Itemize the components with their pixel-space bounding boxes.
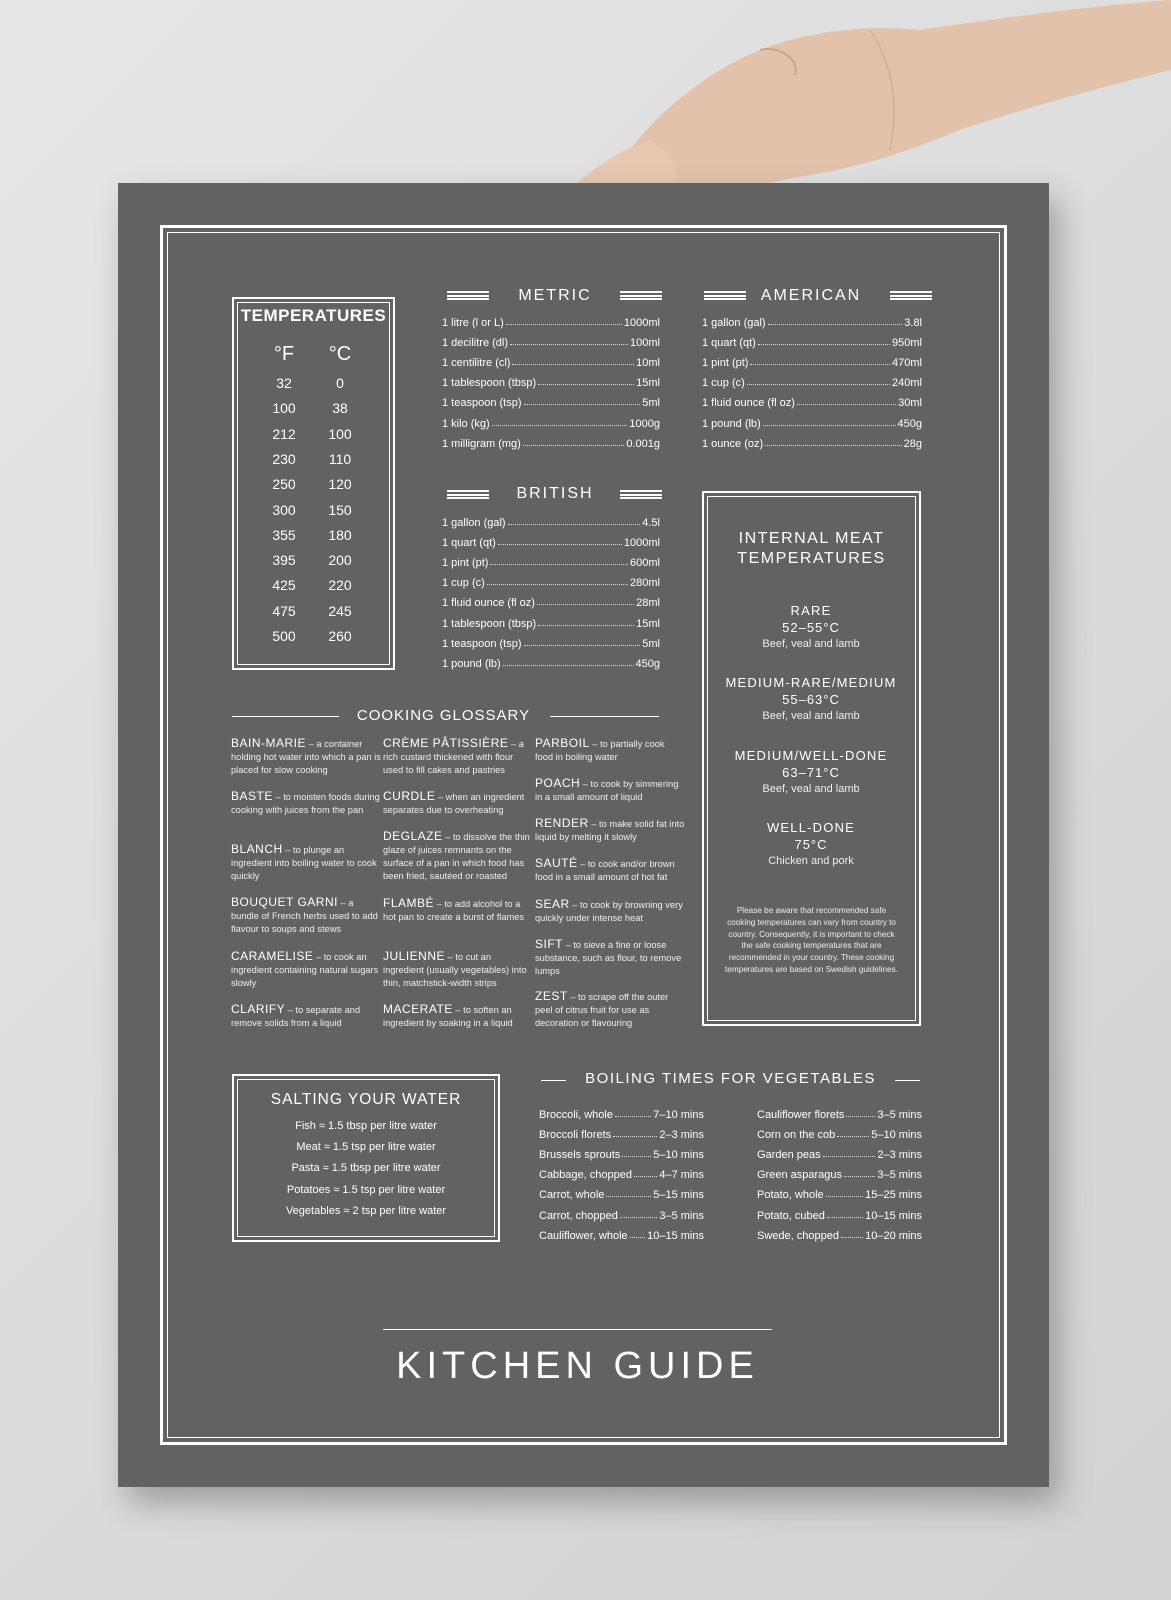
row-leader bbox=[823, 1156, 876, 1157]
row-label: 1 teaspoon (tsp) bbox=[442, 637, 522, 650]
glossary-entry bbox=[535, 938, 685, 978]
glossary-entry bbox=[383, 830, 533, 883]
meat-level-description: Beef, veal and lamb bbox=[762, 638, 860, 650]
table-row bbox=[539, 1226, 704, 1242]
glossary-definition: – to sieve a fine or loose substance, such as flour, to remove lumps bbox=[535, 940, 682, 976]
row-leader bbox=[827, 1217, 863, 1218]
glossary-definition: – to cook and/or brown food in a small amount of hot fat bbox=[535, 859, 675, 882]
row-leader bbox=[538, 625, 634, 626]
temp-fahrenheit: 250 bbox=[272, 476, 296, 493]
temp-celsius: 180 bbox=[328, 526, 352, 543]
american-title: AMERICAN bbox=[760, 287, 862, 304]
meat-level-description: Beef, veal and lamb bbox=[762, 710, 860, 723]
salting-line: Fish ≈ 1.5 tbsp per litre water bbox=[295, 1120, 437, 1132]
row-label: Carrot, chopped bbox=[539, 1209, 618, 1222]
glossary-term: SAUTÉ bbox=[535, 856, 578, 870]
glossary-entry bbox=[231, 790, 381, 817]
meat-level-name: MEDIUM-RARE/MEDIUM bbox=[725, 675, 897, 691]
glossary-definition: – to cook by simmering in a small amount of liquid bbox=[535, 779, 679, 802]
meat-level-name: WELL-DONE bbox=[766, 819, 856, 835]
glossary-entry bbox=[383, 737, 533, 777]
temp-celsius: 200 bbox=[328, 552, 352, 569]
row-value: 2–3 mins bbox=[659, 1129, 704, 1142]
row-leader bbox=[765, 445, 901, 446]
table-row bbox=[442, 553, 660, 569]
glossary-entry bbox=[383, 897, 533, 924]
row-leader bbox=[844, 1176, 875, 1177]
row-label: 1 gallon (gal) bbox=[702, 317, 766, 329]
glossary-term: CLARIFY bbox=[231, 1002, 286, 1016]
glossary-definition: – to separate and remove solids from a liquid bbox=[231, 1005, 361, 1028]
row-label: 1 litre (l or L) bbox=[442, 317, 504, 329]
table-row bbox=[539, 1206, 704, 1222]
row-value: 3–5 mins bbox=[659, 1209, 704, 1222]
table-row bbox=[539, 1105, 704, 1121]
table-row bbox=[702, 414, 922, 430]
footer-rule bbox=[383, 1329, 772, 1330]
row-value: 28g bbox=[903, 437, 922, 450]
glossary-term: BLANCH bbox=[231, 842, 283, 856]
row-value: 950ml bbox=[892, 337, 922, 350]
row-value: 450g bbox=[635, 657, 660, 670]
table-row bbox=[702, 393, 922, 409]
row-leader bbox=[613, 1136, 657, 1137]
glossary-entry bbox=[535, 990, 685, 1030]
row-value: 1000ml bbox=[623, 537, 660, 550]
temp-fahrenheit: 100 bbox=[272, 400, 296, 417]
british-rule-right bbox=[620, 490, 662, 499]
row-label: 1 cup (c) bbox=[442, 577, 485, 590]
glossary-entry bbox=[383, 790, 533, 817]
row-label: 1 kilo (kg) bbox=[442, 417, 490, 430]
row-label: Potato, whole bbox=[757, 1189, 824, 1202]
metric-rule-right bbox=[620, 291, 662, 300]
british-rule-left bbox=[447, 490, 489, 499]
temp-fahrenheit: 300 bbox=[272, 501, 296, 518]
salting-line: Pasta ≈ 1.5 tbsp per litre water bbox=[291, 1162, 441, 1175]
row-value: 3–5 mins bbox=[877, 1169, 922, 1182]
row-label: 1 fluid ounce (fl oz) bbox=[442, 597, 535, 610]
row-label: Broccoli florets bbox=[539, 1129, 612, 1142]
table-row bbox=[442, 573, 660, 589]
row-value: 10–15 mins bbox=[647, 1229, 704, 1242]
glossary-definition: – to scrape off the outer peel of citrus fruit for use as decoration or flavouring bbox=[535, 992, 669, 1028]
celsius-header: °C bbox=[328, 343, 352, 365]
row-value: 15ml bbox=[636, 377, 660, 390]
row-value: 5ml bbox=[642, 397, 660, 410]
row-value: 5ml bbox=[642, 637, 660, 650]
glossary-term: SEAR bbox=[535, 897, 570, 911]
temp-celsius: 100 bbox=[328, 425, 352, 442]
table-row bbox=[757, 1226, 922, 1242]
row-value: 0.001g bbox=[626, 437, 660, 450]
boiling-title: BOILING TIMES FOR VEGETABLES bbox=[585, 1070, 876, 1087]
row-leader bbox=[524, 645, 641, 646]
table-row bbox=[702, 313, 922, 329]
glossary-term: BOUQUET GARNI bbox=[231, 895, 338, 909]
row-leader bbox=[747, 384, 890, 385]
glossary-term: BAIN-MARIE bbox=[231, 736, 307, 750]
meat-level-name: MEDIUM/WELL-DONE bbox=[734, 747, 888, 763]
temperatures-title: TEMPERATURES bbox=[240, 306, 387, 325]
meat-level-temperature: 55–63°C bbox=[782, 692, 840, 708]
table-row bbox=[442, 614, 660, 630]
temp-fahrenheit: 32 bbox=[276, 375, 292, 391]
row-leader bbox=[503, 665, 634, 666]
temp-celsius: 120 bbox=[328, 476, 352, 493]
meat-level-temperature: 75°C bbox=[794, 836, 828, 852]
table-row bbox=[442, 434, 660, 450]
row-value: 1000ml bbox=[623, 317, 660, 329]
row-value: 450g bbox=[897, 417, 922, 430]
row-leader bbox=[841, 1237, 863, 1238]
row-leader bbox=[758, 344, 890, 345]
row-leader bbox=[846, 1116, 875, 1117]
row-label: Carrot, whole bbox=[539, 1189, 605, 1202]
row-leader bbox=[634, 1176, 657, 1177]
glossary-definition: – to add alcohol to a hot pan to create a burst of flames bbox=[383, 899, 525, 922]
row-leader bbox=[510, 344, 628, 345]
glossary-entry bbox=[535, 737, 685, 764]
row-leader bbox=[538, 384, 634, 385]
salting-title: SALTING YOUR WATER bbox=[270, 1091, 462, 1108]
table-row bbox=[757, 1165, 922, 1181]
row-label: 1 gallon (gal) bbox=[442, 517, 506, 529]
row-value: 240ml bbox=[892, 377, 922, 390]
american-rule-right bbox=[890, 291, 932, 300]
row-value: 470ml bbox=[892, 357, 922, 370]
row-value: 4–7 mins bbox=[659, 1169, 704, 1182]
meat-level-temperature: 63–71°C bbox=[782, 764, 840, 780]
glossary-entry bbox=[535, 817, 685, 844]
glossary-term: CRÈME PÂTISSIÈRE bbox=[383, 736, 509, 750]
glossary-entry bbox=[535, 777, 685, 804]
table-row bbox=[539, 1125, 704, 1141]
glossary-definition: – to moisten foods during cooking with juices from the pan bbox=[231, 792, 380, 815]
temp-fahrenheit: 425 bbox=[272, 577, 296, 594]
row-leader bbox=[615, 1116, 651, 1117]
glossary-entry bbox=[231, 950, 381, 990]
row-leader bbox=[620, 1217, 657, 1218]
temp-fahrenheit: 500 bbox=[272, 628, 296, 644]
british-title: BRITISH bbox=[516, 485, 594, 502]
temp-fahrenheit: 395 bbox=[272, 552, 296, 569]
glossary-term: FLAMBÉ bbox=[383, 896, 435, 910]
table-row bbox=[757, 1145, 922, 1161]
table-row bbox=[442, 333, 660, 349]
row-leader bbox=[498, 544, 622, 545]
row-leader bbox=[490, 564, 628, 565]
glossary-rule-right bbox=[550, 716, 659, 717]
table-row bbox=[757, 1185, 922, 1201]
row-label: 1 ounce (oz) bbox=[702, 437, 764, 450]
table-row bbox=[442, 373, 660, 389]
table-row bbox=[442, 593, 660, 609]
row-label: 1 fluid ounce (fl oz) bbox=[702, 397, 795, 410]
temp-celsius: 110 bbox=[328, 450, 352, 467]
glossary-definition: – a bundle of French herbs used to add flavour to soups and stews bbox=[231, 898, 378, 934]
table-row bbox=[757, 1125, 922, 1141]
temp-celsius: 245 bbox=[328, 602, 352, 619]
row-leader bbox=[523, 445, 625, 446]
row-leader bbox=[537, 604, 634, 605]
meat-level-description: Chicken and pork bbox=[768, 854, 854, 867]
glossary-entry bbox=[535, 857, 685, 884]
metric-title: METRIC bbox=[518, 287, 592, 304]
table-row bbox=[442, 313, 660, 329]
table-row bbox=[539, 1165, 704, 1181]
row-value: 4.5l bbox=[642, 517, 660, 529]
table-row bbox=[539, 1145, 704, 1161]
row-label: 1 teaspoon (tsp) bbox=[442, 397, 522, 410]
glossary-definition: – to cut an ingredient (usually vegetables) into thin, matchstick-width strips bbox=[383, 952, 527, 988]
row-label: 1 centilitre (cl) bbox=[442, 357, 511, 370]
row-value: 100ml bbox=[630, 337, 660, 350]
meat-title: INTERNAL MEAT TEMPERATURES bbox=[737, 530, 886, 567]
table-row bbox=[442, 634, 660, 650]
row-label: 1 pound (lb) bbox=[442, 657, 501, 670]
glossary-entry bbox=[231, 843, 381, 883]
fahrenheit-header: °F bbox=[273, 343, 295, 365]
row-leader bbox=[524, 404, 641, 405]
row-value: 28ml bbox=[636, 597, 660, 610]
metric-rule-left bbox=[447, 291, 489, 300]
glossary-term: CURDLE bbox=[383, 789, 436, 803]
row-leader bbox=[492, 425, 628, 426]
glossary-term: ZEST bbox=[535, 989, 568, 1003]
glossary-term: PARBOIL bbox=[535, 736, 590, 750]
salting-line: Vegetables ≈ 2 tsp per litre water bbox=[285, 1204, 447, 1217]
table-row bbox=[442, 414, 660, 430]
row-label: Cauliflower, whole bbox=[539, 1229, 628, 1242]
table-row bbox=[442, 533, 660, 549]
glossary-entry bbox=[231, 1003, 381, 1030]
kitchen-guide-poster bbox=[118, 183, 1049, 1487]
row-value: 5–10 mins bbox=[871, 1129, 922, 1142]
glossary-definition: – to dissolve the thin glaze of juices remnants on the surface of a pan in which food has been fried, sautéed or roasted bbox=[383, 832, 530, 881]
glossary-term: POACH bbox=[535, 776, 581, 790]
row-leader bbox=[768, 324, 903, 325]
temp-celsius: 38 bbox=[332, 400, 348, 417]
row-value: 1000g bbox=[629, 417, 660, 430]
row-label: 1 decilitre (dl) bbox=[442, 337, 509, 350]
row-label: 1 milligram (mg) bbox=[442, 437, 521, 450]
row-leader bbox=[622, 1156, 651, 1157]
row-label: 1 quart (qt) bbox=[702, 337, 756, 350]
row-label: 1 pound (lb) bbox=[702, 417, 761, 430]
row-label: 1 tablespoon (tbsp) bbox=[442, 617, 537, 630]
row-value: 5–10 mins bbox=[653, 1149, 704, 1162]
glossary-term: JULIENNE bbox=[383, 949, 446, 963]
row-label: Green asparagus bbox=[757, 1169, 842, 1182]
row-label: 1 pint (pt) bbox=[442, 557, 489, 570]
row-value: 280ml bbox=[630, 577, 660, 590]
glossary-term: BASTE bbox=[231, 789, 273, 803]
glossary-entry bbox=[231, 896, 381, 936]
row-label: Cabbage, chopped bbox=[539, 1169, 632, 1182]
row-leader bbox=[506, 324, 622, 325]
glossary-definition: – to plunge an ingredient into boiling water to cook quickly bbox=[231, 845, 377, 881]
row-value: 5–15 mins bbox=[653, 1189, 704, 1202]
glossary-definition: – to soften an ingredient by soaking in a liquid bbox=[383, 1005, 513, 1028]
table-row bbox=[442, 654, 660, 670]
row-value: 3.8l bbox=[904, 317, 922, 329]
row-leader bbox=[797, 404, 896, 405]
boiling-rule-right bbox=[895, 1080, 920, 1081]
row-label: Brussels sprouts bbox=[539, 1149, 621, 1162]
glossary-term: SIFT bbox=[535, 937, 563, 951]
temp-celsius: 150 bbox=[328, 501, 352, 518]
row-leader bbox=[837, 1136, 869, 1137]
glossary-term: DEGLAZE bbox=[383, 829, 443, 843]
table-row bbox=[442, 393, 660, 409]
meat-level-temperature: 52–55°C bbox=[782, 620, 840, 635]
boiling-rule-left bbox=[541, 1080, 566, 1081]
row-leader bbox=[763, 425, 896, 426]
table-row bbox=[539, 1185, 704, 1201]
glossary-definition: – to cook an ingredient containing natural sugars slowly bbox=[231, 952, 379, 988]
table-row bbox=[442, 353, 660, 369]
glossary-rule-left bbox=[232, 716, 339, 717]
row-label: 1 quart (qt) bbox=[442, 537, 496, 550]
row-leader bbox=[512, 364, 634, 365]
salting-line: Potatoes ≈ 1.5 tsp per litre water bbox=[286, 1183, 446, 1196]
glossary-entry bbox=[535, 898, 685, 925]
meat-note: Please be aware that recommended safe cooking temperatures can vary from country to country. Consequently, it is important to check the safe cooking temperatures that are recommended in your country. These cooking temperatures are based on Swedish guidelines. bbox=[725, 906, 898, 974]
table-row bbox=[442, 513, 660, 529]
row-value: 3–5 mins bbox=[877, 1109, 922, 1121]
table-row bbox=[702, 333, 922, 349]
glossary-term: CARAMELISE bbox=[231, 949, 314, 963]
row-label: Garden peas bbox=[757, 1149, 821, 1162]
row-leader bbox=[606, 1196, 651, 1197]
glossary-definition: – to make solid fat into liquid by melting it slowly bbox=[535, 819, 685, 842]
row-value: 30ml bbox=[898, 397, 922, 410]
glossary-definition: – a container holding hot water into which a pan is placed for slow cooking bbox=[231, 739, 381, 775]
temp-celsius: 220 bbox=[328, 577, 352, 594]
row-value: 15–25 mins bbox=[865, 1189, 922, 1202]
row-leader bbox=[487, 584, 628, 585]
row-leader bbox=[508, 524, 641, 525]
row-value: 600ml bbox=[630, 557, 660, 570]
salting-line: Meat ≈ 1.5 tsp per litre water bbox=[296, 1141, 436, 1154]
row-value: 10–20 mins bbox=[865, 1229, 922, 1242]
glossary-definition: – to partially cook food in boiling water bbox=[535, 739, 665, 762]
row-value: 10–15 mins bbox=[865, 1209, 922, 1222]
meat-level-description: Beef, veal and lamb bbox=[762, 782, 860, 795]
meat-level-name: RARE bbox=[790, 603, 832, 618]
temp-fahrenheit: 475 bbox=[272, 602, 296, 619]
glossary-title: COOKING GLOSSARY bbox=[356, 707, 531, 724]
temp-fahrenheit: 355 bbox=[272, 526, 296, 543]
glossary-entry bbox=[383, 950, 533, 990]
glossary-term: RENDER bbox=[535, 816, 589, 830]
glossary-entry bbox=[231, 737, 381, 777]
glossary-entry bbox=[383, 1003, 533, 1030]
row-leader bbox=[826, 1196, 863, 1197]
row-label: Broccoli, whole bbox=[539, 1109, 613, 1121]
temp-celsius: 0 bbox=[336, 375, 344, 391]
row-label: Potato, cubed bbox=[757, 1209, 825, 1222]
american-rule-left bbox=[704, 291, 746, 300]
row-label: 1 cup (c) bbox=[702, 377, 745, 390]
row-value: 15ml bbox=[636, 617, 660, 630]
row-leader bbox=[630, 1237, 645, 1238]
row-value: 2–3 mins bbox=[877, 1149, 922, 1162]
row-label: Swede, chopped bbox=[757, 1229, 839, 1242]
glossary-definition: – to cook by browning very quickly under intense heat bbox=[535, 900, 683, 923]
temp-fahrenheit: 212 bbox=[272, 425, 296, 442]
row-label: Corn on the cob bbox=[757, 1129, 836, 1142]
row-label: 1 tablespoon (tbsp) bbox=[442, 377, 537, 390]
row-label: 1 pint (pt) bbox=[702, 357, 749, 370]
table-row bbox=[757, 1206, 922, 1222]
glossary-definition: – a rich custard thickened with flour used to fill cakes and pastries bbox=[383, 739, 524, 775]
row-label: Cauliflower florets bbox=[757, 1109, 845, 1121]
table-row bbox=[702, 373, 922, 389]
row-value: 10ml bbox=[636, 357, 660, 370]
table-row bbox=[757, 1105, 922, 1121]
row-leader bbox=[750, 364, 890, 365]
temp-celsius: 260 bbox=[328, 628, 352, 644]
poster-title: KITCHEN GUIDE bbox=[396, 1345, 759, 1387]
temp-fahrenheit: 230 bbox=[272, 450, 296, 467]
table-row bbox=[702, 434, 922, 450]
table-row bbox=[702, 353, 922, 369]
glossary-term: MACERATE bbox=[383, 1002, 453, 1016]
row-value: 7–10 mins bbox=[653, 1109, 704, 1121]
glossary-definition: – when an ingredient separates due to overheating bbox=[383, 792, 525, 815]
